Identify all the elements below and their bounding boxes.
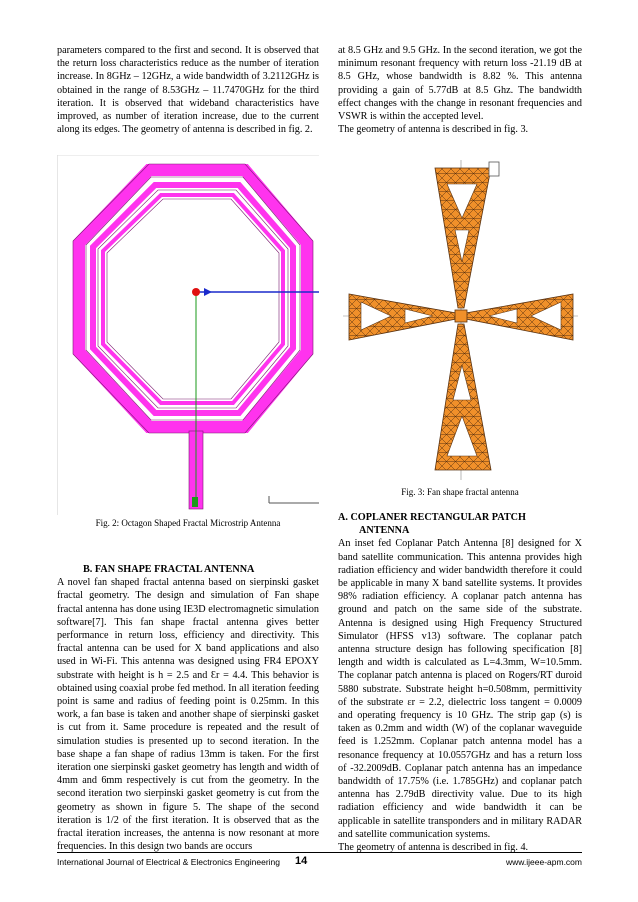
- page-footer: [57, 852, 582, 869]
- left-column-body: [57, 563, 319, 853]
- figure-3-fan-antenna: [343, 160, 578, 480]
- bottom-fan-element: [435, 324, 491, 470]
- figure-2-octagon-antenna: [57, 155, 319, 515]
- right-fan-element: [466, 294, 573, 340]
- feed-point: [192, 288, 200, 296]
- paragraph: An inset fed Coplanar Patch Antenna [8] designed for X band satellite communication. This antenna provides high radiation efficiency and wider bandwidth therefore it could be applicable in many X band satellite systems. It provides 98% radiation efficiency. A coplanar patch antenna has ground and patch on the same side of the substrate. Antenna is designed using High Frequency Structured Simulator (HFSS v13) software. The coplanar patch antenna structure design has following specification [8] length and width is calculated as L=4.3mm, W=10.5mm. The coplanar patch antenna is placed on Rogers/RT duroid 5880 substrate. Substrate height h=0.508mm, permittivity of the substrate εr = 2.2, dielectric loss tangent = 0.0009 and operating frequency is 10 GHz. The strip gap (s) is taken as 0.2mm and width (W) of the coplanar waveguide feed is 1.252mm. Coplanar patch antenna model has a resonance frequency at 10.0557GHz and has a return loss of -32.2009dB. Coplanar patch antenna has an impedance bandwidth of 17.75% (i.e. 1.785GHz) and coplanar patch antenna has 2.79dB directivity value. Due to its high radiation efficiency and wide bandwidth it can be applicable in satellite transponders and in military RADAR and satellite communication systems.: [338, 538, 582, 840]
- section-heading-b: B. FAN SHAPE FRACTAL ANTENNA: [83, 564, 255, 575]
- fan-antenna-drawing: [343, 160, 578, 480]
- paragraph: at 8.5 GHz and 9.5 GHz. In the second iteration, we got the minimum resonant frequency with return loss -21.19 dB at 8.5 GHz, whose bandwidth is 8.82 %. This antenna providing a gain of 5.77dB at 8.5 Ghz. The bandwidth effect changes with the change in resonant frequencies and VSWR is within the accepted level.: [338, 45, 582, 123]
- footer-journal-name: International Journal of Electrical & Electronics Engineering: [57, 857, 281, 867]
- paragraph: The geometry of antenna is described in fig. 4.: [338, 842, 529, 854]
- section-heading-a-continued: ANTENNA: [359, 525, 410, 537]
- right-column-body: [338, 511, 582, 854]
- footer-page-number: 14: [295, 855, 308, 867]
- right-column-intro: [338, 44, 582, 136]
- octagon-antenna-drawing: [57, 155, 319, 515]
- figure-2-caption: Fig. 2: Octagon Shaped Fractal Microstrip Antenna: [95, 518, 281, 528]
- footer-website-link[interactable]: www.ijeee-apm.com: [505, 857, 582, 867]
- top-fan-element: [435, 162, 499, 308]
- section-heading-a: A. COPLANER RECTANGULAR PATCH: [338, 512, 526, 523]
- left-fan-element: [349, 294, 456, 340]
- left-column-intro: [57, 44, 319, 136]
- figure-3-caption: Fig. 3: Fan shape fractal antenna: [401, 487, 519, 497]
- paragraph: parameters compared to the first and second. It is observed that the return loss characteristics reduce as the number of iteration increase. In 8GHz – 12GHz, a wide bandwidth of 3.2112GHz is obtained in the range of 8.53GHz – 11.7470GHz for the third iteration. It is observed that wideband characteristics have improved, as number of iteration increase, due to the current along its edges. The geometry of antenna is described in fig. 2.: [57, 45, 319, 136]
- paragraph: A novel fan shaped fractal antenna based on sierpinski gasket fractal geometry. The design and simulation of Fan shape fractal antenna has done using IE3D electromagnetic simulation software[7]. This fan shape fractal antenna gives better performance in return loss, efficiency and directivity. This fractal antenna can be used for X band applications and also used in Wi-Fi. This antenna was designed using FR4 EPOXY substrate with height is h = 2.5 and Ɛr = 4.4. This behavior is obtained using coaxial probe fed method. In all iteration feeding point is same and radius of feeding point is 0.25mm. In this work, a fan base is taken and another shape of sierpinski gasket is cut from it. Same procedure is repeated and the result of simulation studies is presented up to second iteration. In the base shape a fan shape of radius 13mm is taken. For the first iteration one sierpinski gasket geometry has length and width of 4mm and 6mm respectively is cut from the geometry. In the second iteration two sierpinski gasket geometry is cut from the geometry as shown in figure 5. The shape of the second iteration is 1/2 of the first iteration. It is observed that as the fractal iteration increases, the antenna is now resonant at more frequencies. In this design two bands are occurs: [57, 577, 319, 853]
- paragraph: The geometry of antenna is described in fig. 3.: [338, 124, 529, 136]
